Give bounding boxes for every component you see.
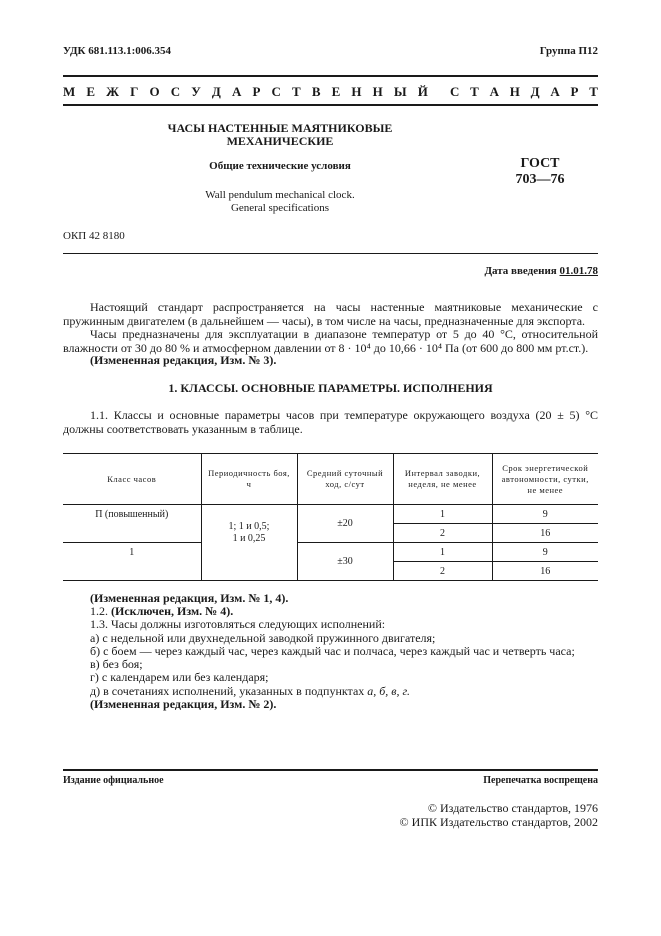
document-title-block (120, 122, 440, 215)
cell-interval: 2 (393, 524, 492, 543)
list-item-v-text: в) без боя; (90, 657, 143, 671)
paragraph-1-3 (63, 617, 598, 631)
gost-label: ГОСТ (520, 156, 560, 171)
paragraph-conditions-text: Часы предназначены для эксплуатации в диапазоне температур от 5 до 40 °С, относительной влажности от 30 до 80 % и атмосферном давлении от 8 · 10⁴ до 10,66 · 10⁴ Па (от 600 до 800 мм рт.ст.). (63, 327, 598, 355)
banner-letter: Д (530, 84, 540, 99)
official-edition-label: Издание официальное (63, 775, 164, 786)
cell-autonomy: 9 (492, 543, 598, 562)
banner-letter: О (149, 84, 160, 99)
banner-letter: Д (211, 84, 221, 99)
paragraph-1-2 (63, 604, 598, 618)
periodicity-line-1: 1; 1 и 0,5; (228, 521, 270, 532)
edit-note-2 (63, 697, 598, 711)
list-item-b-text: б) с боем — через каждый час, через каждый час и полчаса, через каждый час и четверть часа; (90, 644, 575, 658)
cell-interval: 2 (393, 562, 492, 581)
edit-note-1-4 (63, 591, 598, 605)
banner-letter: А (489, 84, 499, 99)
gost-number (510, 156, 570, 188)
banner-letter: Т (292, 84, 301, 99)
edit-note-2-text: (Измененная редакция, Изм. № 2). (90, 697, 277, 711)
intro-date-label: Дата введения (484, 265, 557, 277)
section-heading: 1. КЛАССЫ. ОСНОВНЫЕ ПАРАМЕТРЫ. ИСПОЛНЕНИЯ (168, 381, 493, 395)
paragraph-1-1 (63, 408, 598, 436)
banner-letter: Н (372, 84, 383, 99)
list-item-d-text: д) в сочетаниях исполнений, указанных в подпунктах (90, 684, 368, 698)
banner-letter: У (191, 84, 201, 99)
header-interval: Интервал заводки, неделя, не менее (393, 454, 492, 505)
gost-code: 703—76 (515, 172, 565, 187)
list-item-g-text: г) с календарем или без календаря; (90, 670, 269, 684)
paragraph-conditions (63, 327, 598, 355)
list-item-b (63, 644, 598, 658)
banner-letter: С (170, 84, 181, 99)
header-rule-bottom (63, 104, 598, 106)
cell-accuracy: ±30 (297, 543, 393, 581)
cell-interval: 1 (393, 505, 492, 524)
list-item-d-subitems: а, б, в, г. (367, 684, 411, 698)
edit-note-3-text: (Измененная редакция, Изм. № 3). (90, 353, 277, 367)
banner-letter: Р (252, 84, 261, 99)
intro-date (484, 265, 598, 277)
banner-letter: А (231, 84, 242, 99)
parameters-table (63, 453, 598, 581)
paragraph-1-2-number: 1.2. (90, 604, 108, 618)
title-line-2: МЕХАНИЧЕСКИЕ (226, 134, 334, 148)
banner-letter: Е (86, 84, 96, 99)
list-item-a (63, 631, 598, 645)
udk-code: УДК 681.113.1:006.354 (63, 45, 172, 57)
header-accuracy: Средний суточный ход, с/сут (297, 454, 393, 505)
banner-word-standard (450, 84, 598, 100)
document-subtitle: Общие технические условия (209, 160, 351, 172)
interstate-standard-banner (63, 84, 598, 100)
english-title-line-2: General specifications (230, 202, 330, 214)
banner-letter: В (311, 84, 321, 99)
table-row (63, 543, 598, 562)
cell-autonomy: 16 (492, 562, 598, 581)
list-item-d (63, 684, 598, 698)
cell-accuracy: ±20 (297, 505, 393, 543)
cell-class: П (повышенный) (63, 505, 201, 543)
intro-date-value: 01.01.78 (559, 265, 598, 277)
paragraph-scope (63, 300, 598, 328)
banner-letter: Т (589, 84, 598, 99)
table-header-row (63, 454, 598, 505)
banner-letter: Т (470, 84, 479, 99)
english-title-line-1: Wall pendulum mechanical clock. (205, 189, 355, 201)
cell-autonomy: 16 (492, 524, 598, 543)
banner-letter: Е (331, 84, 341, 99)
copyright-2002: © ИПК Издательство стандартов, 2002 (399, 815, 598, 829)
reprint-prohibited-label: Перепечатка воспрещена (483, 775, 598, 786)
banner-letter: Й (417, 84, 428, 99)
banner-letter: М (63, 84, 76, 99)
cell-autonomy: 9 (492, 505, 598, 524)
english-title (120, 189, 440, 215)
cell-periodicity (201, 505, 297, 581)
okp-rule (63, 253, 598, 254)
banner-letter: Р (570, 84, 579, 99)
banner-letter: Ж (106, 84, 120, 99)
edit-note-3 (63, 353, 598, 367)
banner-letter: Н (351, 84, 362, 99)
paragraph-1-1-text: 1.1. Классы и основные параметры часов при температуре окружающего воздуха (20 ± 5) °С должны соответствовать указанным в таблице. (63, 408, 598, 436)
header-rule-top (63, 75, 598, 77)
title-line-1: ЧАСЫ НАСТЕННЫЕ МАЯТНИКОВЫЕ (167, 121, 393, 135)
okp-code: ОКП 42 8180 (63, 230, 125, 242)
list-item-g (63, 670, 598, 684)
footer-rule (63, 769, 598, 771)
periodicity-line-2: 1 и 0,25 (232, 533, 266, 544)
paragraph-1-3-text: 1.3. Часы должны изготовляться следующих исполнений: (90, 617, 386, 631)
list-item-v (63, 657, 598, 671)
banner-letter: Н (509, 84, 520, 99)
cell-class: 1 (63, 543, 201, 581)
banner-word-interstate (63, 84, 428, 100)
list-item-a-text: а) с недельной или двухнедельной заводкой пружинного двигателя; (90, 631, 436, 645)
paragraph-scope-text: Настоящий стандарт распространяется на часы настенные маятниковые механические с пружинным двигателем (в дальнейшем — часы), в том числе на часы, предназначенные для экспорта. (63, 300, 598, 328)
banner-letter: С (271, 84, 281, 99)
banner-letter: Ы (393, 84, 407, 99)
table-row (63, 505, 598, 524)
banner-letter: Г (130, 84, 139, 99)
banner-letter: А (550, 84, 560, 99)
copyright-1976: © Издательство стандартов, 1976 (427, 801, 598, 815)
group-code: Группа П12 (539, 45, 598, 57)
cell-interval: 1 (393, 543, 492, 562)
edit-note-1-4-text: (Измененная редакция, Изм. № 1, 4). (90, 591, 289, 605)
banner-letter: С (450, 84, 460, 99)
header-autonomy: Срок энергетической автономности, сутки, не менее (492, 454, 598, 505)
paragraph-1-2-text: (Исключен, Изм. № 4). (111, 604, 234, 618)
header-periodicity: Периодичность боя, ч (201, 454, 297, 505)
header-class: Класс часов (63, 454, 201, 505)
